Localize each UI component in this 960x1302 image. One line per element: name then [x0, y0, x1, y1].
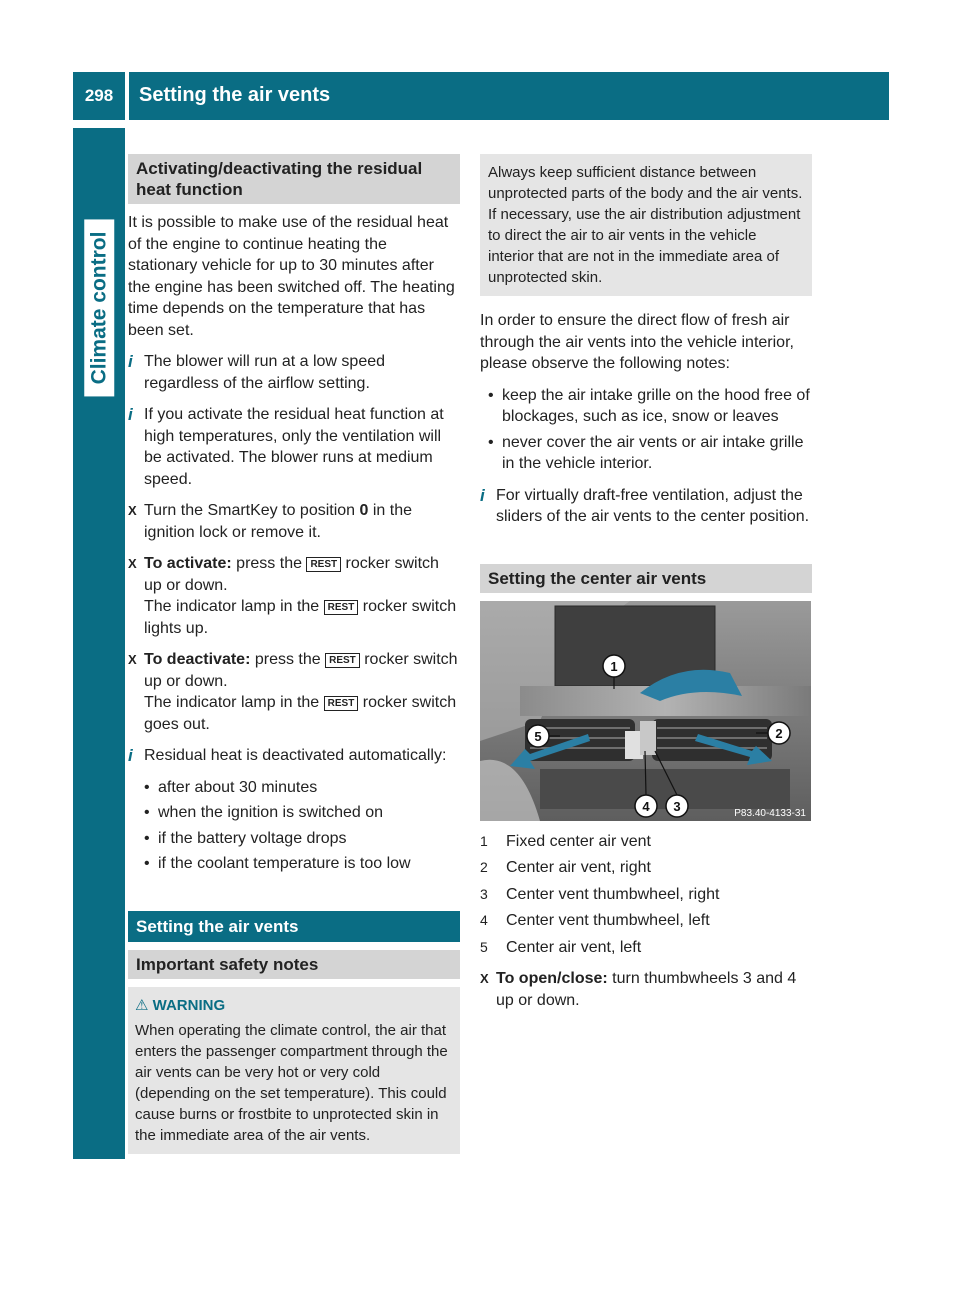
warning-triangle-icon: ⚠ — [135, 997, 149, 1014]
rest-button-icon: REST — [324, 600, 359, 615]
residual-heat-heading: Activating/deactivating the residual heat function — [128, 154, 460, 204]
legend-item: 4 Center vent thumbwheel, left — [480, 912, 710, 929]
warning-box — [128, 987, 460, 1154]
step-arrow-icon: X — [480, 971, 489, 986]
flow-text: In order to ensure the direct flow of fresh air through the air vents into the vehicle interior, please observe the following notes: — [480, 312, 794, 372]
list-item: • if the battery voltage drops — [144, 829, 347, 847]
instruction-step: X Turn the SmartKey to position 0 in the ignition lock or remove it. — [128, 500, 460, 543]
list-item: • never cover the air vents or air intake grille in the vehicle interior. — [488, 433, 804, 472]
step-arrow-icon: X — [128, 503, 137, 518]
list-item: • if the coolant temperature is too low — [144, 855, 411, 872]
step-arrow-icon: X — [128, 652, 137, 667]
warning-continued-box: Always keep sufficient distance between unprotected parts of the body and the air vents. If necessary, use the air distribution adjustment to direct the air to air vents in the vehicle interior that are not in the immediate area of unprotected skin. — [480, 154, 812, 296]
info-icon: i — [480, 485, 485, 505]
info-icon: i — [128, 405, 133, 424]
callout-label: 5 — [534, 728, 542, 744]
rest-button-icon: REST — [306, 557, 341, 572]
callout-label: 4 — [642, 798, 650, 814]
rest-button-icon: REST — [325, 653, 360, 668]
legend-item: 5 Center air vent, left — [480, 938, 642, 956]
left-column — [128, 154, 460, 1154]
instruction-step-open-close: X To open/close: turn thumbwheels 3 and 4 up or down. — [480, 968, 812, 1011]
list-item: • after about 30 minutes — [144, 778, 318, 796]
warning-text: When operating the climate control, the air that enters the passenger compartment through the air vents can be very hot or very cold (depending on the set temperature). This could cause burns or frostbite to unprotected skin in the immediate area of the air vents. — [135, 1022, 448, 1144]
instruction-step-activate: X To activate: press the REST rocker switch up or down. The indicator lamp in the REST rocker switch lights up. — [128, 553, 460, 639]
page-title: Setting the air vents — [129, 72, 889, 120]
info-note: i The blower will run at a low speed regardless of the airflow setting. — [128, 351, 460, 394]
center-vents-figure — [480, 601, 811, 821]
section-heading: Setting the air vents — [128, 911, 460, 943]
page-number: 298 — [73, 72, 125, 120]
figure-code: P83.40-4133-31 — [734, 807, 806, 819]
callout-label: 1 — [610, 658, 618, 674]
callout-label: 3 — [673, 798, 681, 814]
safety-heading: Important safety notes — [128, 950, 460, 979]
legend-item: 3 Center vent thumbwheel, right — [480, 885, 720, 903]
instruction-step-deactivate: X To deactivate: press the REST rocker switch up or down. The indicator lamp in the REST rocker switch goes out. — [128, 649, 460, 735]
legend-item: 2 Center air vent, right — [480, 859, 651, 876]
callout-label: 2 — [775, 725, 783, 741]
side-tab-label: Climate control — [84, 220, 114, 397]
right-column — [480, 154, 812, 1021]
center-vents-heading: Setting the center air vents — [480, 564, 812, 593]
info-note: i For virtually draft-free ventilation, adjust the sliders of the air vents to the center position. — [480, 485, 812, 528]
info-note: i Residual heat is deactivated automatically: — [128, 746, 447, 765]
step-arrow-icon: X — [128, 556, 137, 571]
legend-item: 1 Fixed center air vent — [480, 832, 651, 850]
warning-title: ⚠ WARNING — [135, 997, 226, 1014]
info-note: i If you activate the residual heat function at high temperatures, only the ventilation will be activated. The blower runs at medium speed. — [128, 404, 460, 490]
side-tab-label-wrap — [73, 128, 125, 488]
info-icon: i — [128, 352, 133, 371]
residual-heat-intro: It is possible to make use of the residual heat of the engine to continue heating the stationary vehicle for up to 30 minutes after the engine has been switched off. The heating time depends on the temperature that has been set. — [128, 214, 455, 339]
dashboard-illustration — [480, 601, 811, 821]
rest-button-icon: REST — [324, 696, 359, 711]
list-item: • keep the air intake grille on the hood free of blockages, such as ice, snow or leaves — [488, 386, 810, 425]
list-item: • when the ignition is switched on — [144, 804, 384, 821]
info-icon: i — [128, 746, 133, 765]
